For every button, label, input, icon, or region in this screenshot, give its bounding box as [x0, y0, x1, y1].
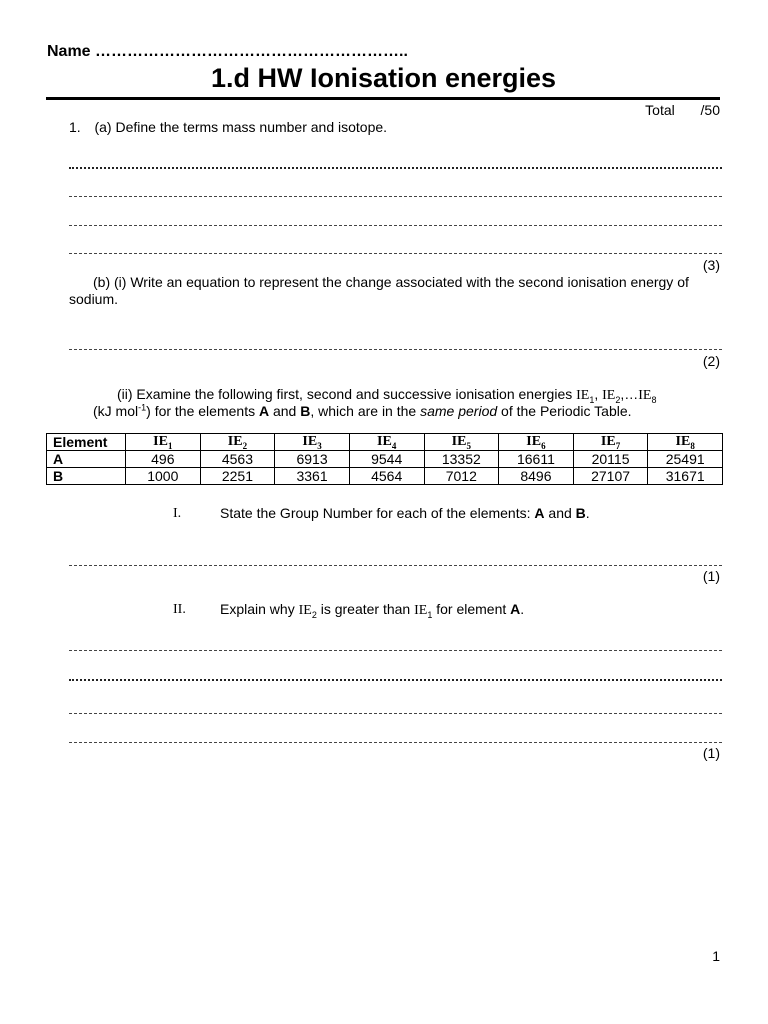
name-field-label: Name …………………………………………………..: [47, 43, 408, 60]
italic-phrase: same period: [420, 403, 498, 419]
ie-symbol: IE: [414, 603, 428, 618]
column-header-ie1: [126, 434, 201, 451]
table-row: [47, 451, 723, 468]
part-ii-numeral: II.: [173, 602, 186, 617]
table-cell: 2251: [200, 468, 275, 485]
table-cell-element: B: [47, 468, 126, 485]
answer-line[interactable]: [69, 196, 722, 197]
page-title: 1.d HW Ionisation energies: [210, 63, 557, 93]
answer-line[interactable]: [69, 565, 722, 566]
separator: ,…: [620, 386, 639, 402]
table-cell: 25491: [648, 451, 723, 468]
marks-part-ii: (1): [702, 745, 720, 761]
element-a-label: A: [510, 601, 521, 617]
full-stop: .: [520, 601, 525, 617]
question-1b-ii-text: (ii) Examine the following first, second and successive ionisation energies: [117, 386, 577, 402]
answer-line[interactable]: [69, 349, 722, 350]
part-ii-text: is greater than: [316, 601, 415, 617]
table-cell: 7012: [424, 468, 499, 485]
column-header-ie3: [275, 434, 350, 451]
table-cell: 31671: [648, 468, 723, 485]
table-cell-element: A: [47, 451, 126, 468]
full-stop: .: [585, 505, 590, 521]
subscript: 2: [242, 440, 248, 451]
conjunction: and: [544, 505, 576, 521]
ie-prefix: IE: [675, 434, 691, 449]
title-underline: [46, 97, 720, 100]
separator: ,: [594, 386, 603, 402]
table-cell: 4563: [200, 451, 275, 468]
ie-prefix: IE: [526, 434, 542, 449]
element-a-label: A: [258, 403, 270, 419]
subscript: 7: [615, 440, 621, 451]
table-cell: 27107: [573, 468, 648, 485]
answer-line[interactable]: [69, 650, 722, 651]
column-header-ie2: [200, 434, 275, 451]
table-cell: 9544: [349, 451, 424, 468]
answer-line[interactable]: [69, 167, 722, 169]
ie-prefix: IE: [153, 434, 168, 449]
subscript: 2: [615, 394, 621, 405]
table-cell: 1000: [126, 468, 201, 485]
table-cell: 6913: [275, 451, 350, 468]
column-header-ie4: [349, 434, 424, 451]
table-cell: 20115: [573, 451, 648, 468]
page-number: 1: [712, 948, 720, 964]
subscript: 4: [391, 440, 397, 451]
column-header-ie7: [573, 434, 648, 451]
question-number: 1.: [69, 119, 81, 135]
element-a-label: A: [534, 505, 545, 521]
subscript: 1: [167, 440, 173, 451]
subscript: 6: [541, 440, 546, 451]
column-header-ie6: [499, 434, 574, 451]
line2-text: ) for the elements: [146, 403, 259, 419]
ie-symbol: IE: [602, 388, 616, 403]
question-1a: [69, 119, 719, 136]
answer-line[interactable]: [69, 225, 722, 226]
question-1b-ii-line2: [93, 403, 722, 419]
part-ii-text: for element: [432, 601, 511, 617]
subscript: 8: [651, 394, 657, 405]
part-i-question: [220, 505, 590, 521]
answer-line[interactable]: [69, 253, 722, 254]
table-header-row: [47, 434, 723, 451]
subscript: 1: [427, 609, 433, 620]
ie-prefix: IE: [227, 434, 243, 449]
table-cell: 13352: [424, 451, 499, 468]
question-1b-ii-line1: [117, 386, 722, 404]
marks-q1a: (3): [702, 257, 720, 273]
question-1a-text: (a) Define the terms mass number and isotope.: [94, 119, 388, 135]
ie-symbol: IE: [638, 388, 652, 403]
units-open: (kJ mol: [93, 403, 139, 419]
part-ii-question: [220, 601, 524, 619]
superscript: -1: [138, 402, 147, 413]
total-value: /50: [700, 102, 720, 118]
subscript: 8: [690, 440, 695, 451]
column-header-element: Element: [47, 434, 126, 451]
ie-prefix: IE: [302, 434, 318, 449]
ie-prefix: IE: [600, 434, 616, 449]
column-header-ie5: [424, 434, 499, 451]
question-1b-i-text: (b) (i) Write an equation to represent the change associated with the second ionisation energy of sodium.: [69, 274, 689, 307]
subscript: 3: [317, 440, 322, 451]
part-ii-text: Explain why: [220, 601, 299, 617]
total-label: Total: [645, 102, 675, 118]
element-b-label: B: [575, 505, 586, 521]
total-marks: [560, 102, 720, 118]
table-cell: 4564: [349, 468, 424, 485]
line2-text: , which are in the: [310, 403, 421, 419]
ie-symbol: IE: [298, 603, 312, 618]
element-b-label: B: [300, 403, 311, 419]
table-cell: 496: [126, 451, 201, 468]
table-cell: 16611: [499, 451, 574, 468]
subscript: 2: [311, 609, 317, 620]
part-i-text: State the Group Number for each of the elements:: [220, 505, 535, 521]
table-row: [47, 468, 723, 485]
answer-line[interactable]: [69, 713, 722, 714]
ionisation-energy-table: [46, 433, 723, 485]
answer-line[interactable]: [69, 679, 722, 681]
conjunction: and: [269, 403, 301, 419]
ie-prefix: IE: [377, 434, 392, 449]
marks-q1b-i: (2): [702, 353, 720, 369]
ie-prefix: IE: [451, 434, 467, 449]
table-cell: 8496: [499, 468, 574, 485]
subscript: 1: [589, 394, 595, 405]
marks-part-i: (1): [702, 568, 720, 584]
part-i-numeral: I.: [173, 506, 182, 521]
subscript: 5: [466, 440, 471, 451]
line2-text: of the Periodic Table.: [497, 403, 632, 419]
ie-symbol: IE: [576, 388, 590, 403]
table-cell: 3361: [275, 468, 350, 485]
answer-line[interactable]: [69, 742, 722, 743]
column-header-ie8: [648, 434, 723, 451]
